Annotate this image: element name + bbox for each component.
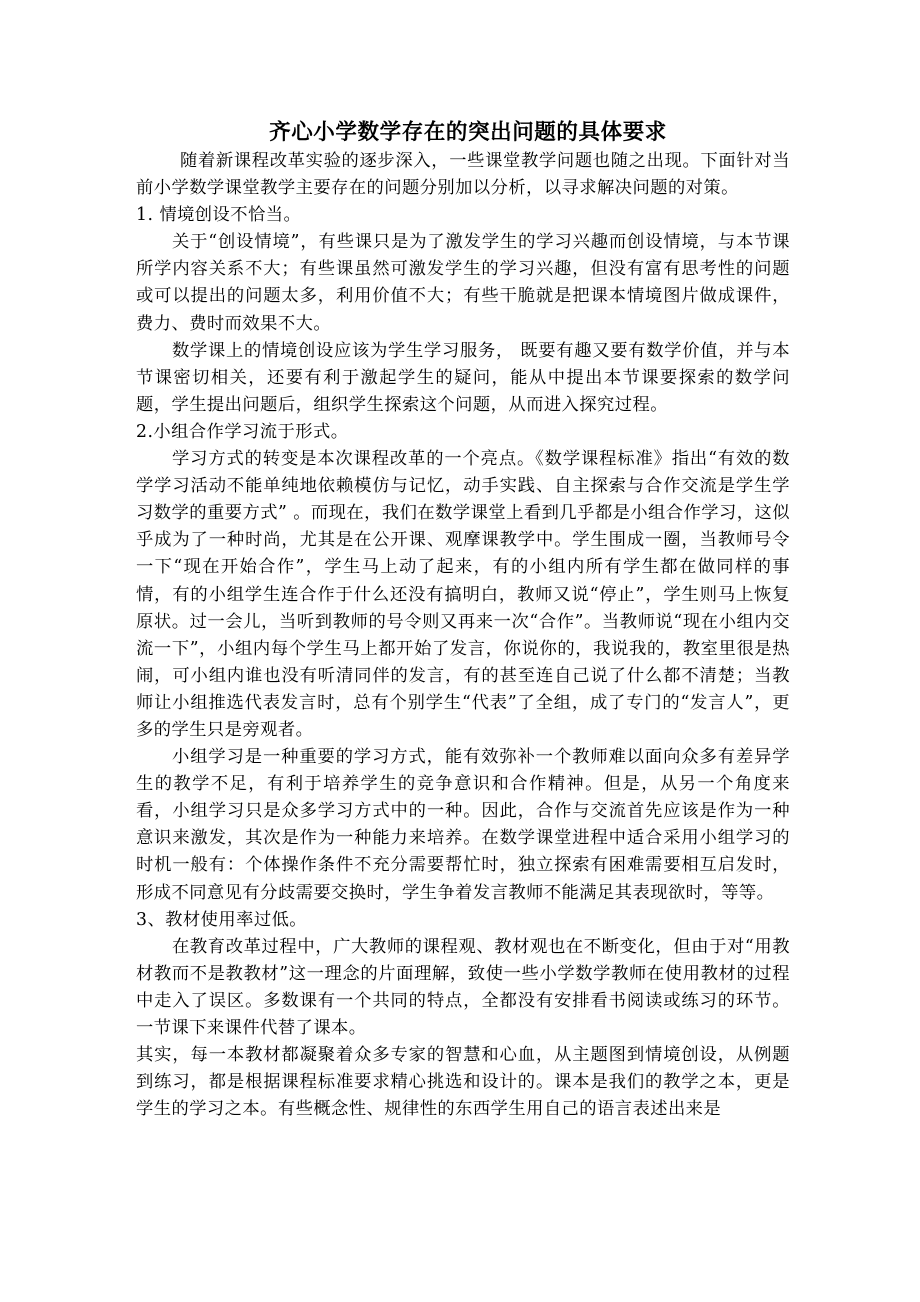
intro-paragraph: 随着新课程改革实验的逐步深入，一些课堂教学问题也随之出现。下面针对当前小学数学课堂教学主要存在的问题分别加以分析，以寻求解决问题的对策。	[136, 151, 790, 199]
section-2-paragraph-2: 小组学习是一种重要的学习方式，能有效弥补一个教师难以面向众多有差异学生的教学不足，有利于培养学生的竞争意识和合作精神。但是，从另一个角度来看，小组学习只是众多学习方式中的一种。因此，合作与交流首先应该是作为一种意识来激发，其次是作为一种能力来培养。在数学课堂进程中适合采用小组学习的时机一般有：个体操作条件不充分需要帮忙时，独立探索有困难需要相互启发时，形成不同意见有分歧需要交换时，学生争着发言教师不能满足其表现欲时，等等。	[136, 747, 790, 903]
section-3-heading: 3、教材使用率过低。	[136, 909, 308, 930]
document-title: 齐心小学数学存在的突出问题的具体要求	[269, 120, 667, 145]
section-2-paragraph-1: 学习方式的转变是本次课程改革的一个亮点。《数学课程标准》指出“有效的数学学习活动不能单纯地依赖模仿与记忆，动手实践、自主探索与合作交流是学生学习数学的重要方式” 。而现在，我们在数学课堂上看到几乎都是小组合作学习，这似乎成为了一种时尚，尤其是在公开课、观摩课教学中。学生围成一圈，当教师号令一下“现在开始合作”，学生马上动了起来，有的小组内所有学生都在做同样的事情，有的小组学生连合作于什么还没有搞明白，教师又说“停止”，学生则马上恢复原状。过一会儿，当听到教师的号令则又再来一次“合作”。当教师说“现在小组内交流一下”，小组内每个学生马上都开始了发言，你说你的，我说我的，教室里很是热闹，可小组内谁也没有听清同伴的发言，有的甚至连自己说了什么都不清楚；当教师让小组推选代表发言时，总有个别学生“代表”了全组，成了专门的“发言人”，更多的学生只是旁观者。	[136, 449, 790, 740]
section-2-heading: 2.小组合作学习流于形式。	[136, 421, 349, 442]
document-page	[136, 118, 790, 1123]
section-1-paragraph-1: 关于“创设情境”，有些课只是为了激发学生的学习兴趣而创设情境，与本节课所学内容关系不大；有些课虽然可激发学生的学习兴趣，但没有富有思考性的问题或可以提出的问题太多，利用价值不大；有些干脆就是把课本情境图片做成课件，费力、费时而效果不大。	[136, 232, 790, 334]
section-3-paragraph-2: 其实，每一本教材都凝聚着众多专家的智慧和心血，从主题图到情境创设，从例题到练习，都是根据课程标准要求精心挑选和设计的。课本是我们的教学之本，更是学生的学习之本。有些概念性、规律性的东西学生用自己的语言表述出来是	[136, 1045, 790, 1120]
section-1-heading: 1. 情境创设不恰当。	[136, 205, 302, 226]
section-3-paragraph-1: 在教育改革过程中，广大教师的课程观、教材观也在不断变化，但由于对“用教材教而不是教教材”这一理念的片面理解，致使一些小学数学教师在使用教材的过程中走入了误区。多数课有一个共同的特点，全都没有安排看书阅读或练习的环节。一节课下来课件代替了课本。	[136, 936, 790, 1038]
section-1-paragraph-2: 数学课上的情境创设应该为学生学习服务， 既要有趣又要有数学价值，并与本节课密切相关，还要有利于激起学生的疑问，能从中提出本节课要探索的数学问题，学生提出问题后，组织学生探索这个问题，从而进入探究过程。	[136, 340, 790, 415]
